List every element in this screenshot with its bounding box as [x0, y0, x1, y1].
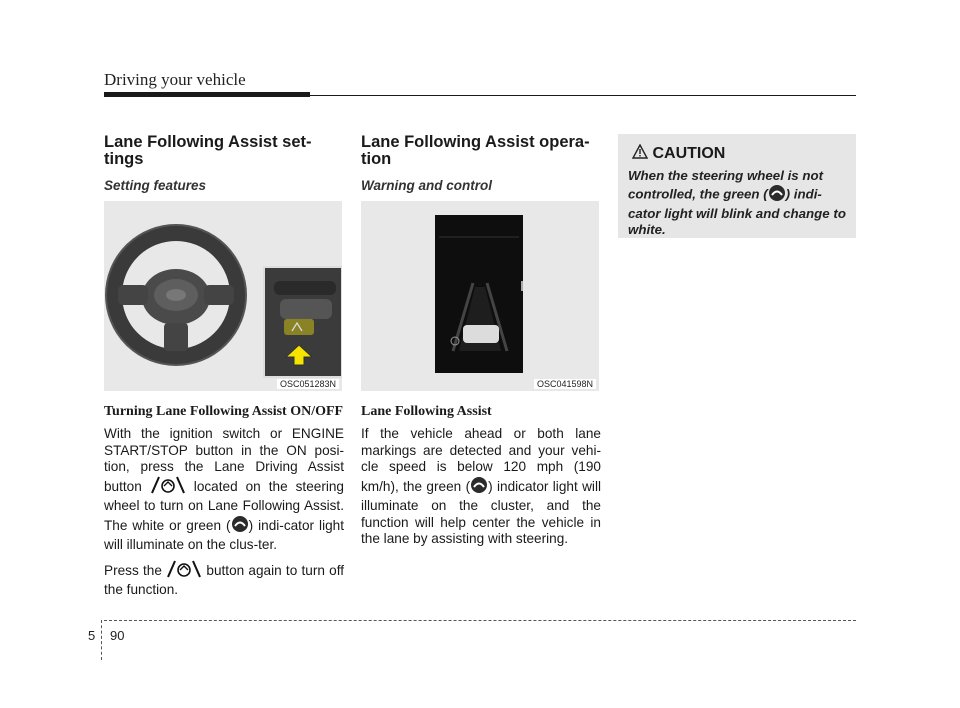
caution-title: CAUTION	[652, 145, 726, 163]
text-fragment: located on the steering wheel to turn on Lane Following Assist. The white or green (	[104, 478, 344, 533]
column-settings	[104, 134, 344, 599]
lane-assist-button-icon	[150, 476, 186, 499]
text-fragment: If the vehicle ahead or both lane markings are detected and your vehi-cle speed is below 120 mph (190 km/h), the green (	[361, 426, 601, 494]
footer-divider	[101, 620, 102, 660]
paragraph-lfa-operation	[361, 426, 601, 548]
lfa-indicator-icon	[231, 515, 249, 538]
lfa-indicator-icon	[470, 476, 488, 499]
paragraph-turning-on	[104, 426, 344, 554]
column-operation	[361, 134, 601, 548]
paragraph-title-lfa: Lane Following Assist	[361, 404, 492, 419]
footer-rule	[104, 620, 856, 621]
text-fragment: button again to turn off the function.	[104, 562, 345, 597]
page-number: 90	[110, 628, 125, 643]
figure-code: OSC051283N	[277, 379, 339, 389]
text-fragment: When the steering wheel is not controlled, the green (	[628, 168, 824, 202]
cluster-figure	[361, 201, 599, 391]
lfa-indicator-icon	[768, 184, 786, 206]
text-fragment: ) indi-cator light will illuminate on the clus-ter.	[104, 517, 344, 552]
header-rule-thick	[104, 92, 310, 97]
header-rule-thin	[310, 95, 856, 96]
text-fragment: ) indi-cator light will blink and change to white.	[628, 186, 846, 237]
text-fragment: With the ignition switch or ENGINE START/STOP button in the ON posi-tion, press the Lane Driving Assist button	[104, 426, 344, 494]
text-fragment: ) indicator light will illuminate on the cluster, and the function will help center the vehicle in the lane by assisting with steering.	[361, 478, 601, 546]
steering-wheel-illustration	[104, 201, 342, 391]
paragraph-turning-off	[104, 560, 344, 599]
warning-triangle-icon	[632, 144, 648, 164]
lane-assist-button-icon	[166, 560, 202, 583]
cluster-display-illustration	[361, 201, 599, 391]
paragraph-title-on-off: Turning Lane Following Assist ON/OFF	[104, 404, 344, 419]
running-header: Driving your vehicle	[104, 70, 246, 89]
section-number: 5	[88, 628, 96, 643]
subheading-warning-control: Warning and control	[361, 178, 492, 193]
steering-wheel-figure	[104, 201, 342, 391]
caution-box	[618, 134, 856, 238]
caution-text	[628, 168, 850, 238]
subheading-setting-features: Setting features	[104, 178, 207, 193]
section-heading-operation: Lane Following Assist opera-tion	[361, 133, 590, 168]
section-heading-settings: Lane Following Assist set-tings	[104, 133, 312, 168]
text-fragment: Press the	[104, 562, 162, 578]
figure-code: OSC041598N	[534, 379, 596, 389]
caution-header	[632, 144, 725, 164]
